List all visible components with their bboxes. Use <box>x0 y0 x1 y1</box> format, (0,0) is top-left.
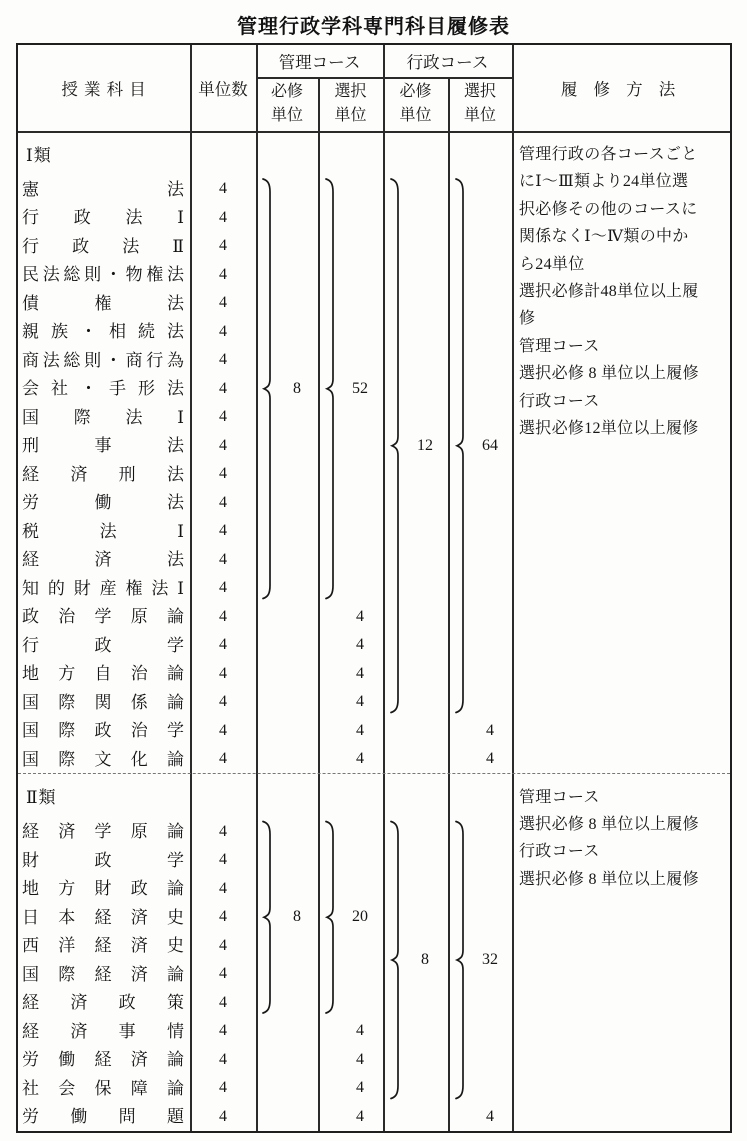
brace-value: 20 <box>352 908 368 926</box>
management-elective-value: 4 <box>356 1079 364 1097</box>
credits-cell: 4 <box>219 294 227 312</box>
credits-cell: 4 <box>219 579 227 597</box>
method-line: 管理コース <box>519 337 600 355</box>
administration-elective-value: 4 <box>486 721 494 739</box>
credits-cell: 4 <box>219 1022 227 1040</box>
administration-required-brace <box>391 822 398 1099</box>
management-elective-value: 4 <box>356 693 364 711</box>
subject-cell: 行政法Ⅰ <box>22 208 184 228</box>
subject-cell: 経済刑法 <box>22 464 184 484</box>
header-administration-elective-units: 選択単位 <box>463 83 496 124</box>
method-line: 選択必修 8 単位以上履修 <box>519 870 699 888</box>
brace-value: 8 <box>293 908 301 926</box>
management-elective-value: 4 <box>356 750 364 768</box>
subject-cell: 地方財政論 <box>22 879 184 899</box>
credits-cell: 4 <box>219 636 227 654</box>
administration-required-brace <box>391 179 398 713</box>
brace-value: 52 <box>352 379 368 397</box>
brace-value: 8 <box>421 951 429 968</box>
credits-cell: 4 <box>219 1079 227 1097</box>
subject-cell: 労働経済論 <box>22 1050 184 1070</box>
credits-cell: 4 <box>219 379 227 397</box>
subject-cell: 地方自治論 <box>22 664 184 684</box>
administration-elective-value: 4 <box>486 750 494 768</box>
management-elective-value: 4 <box>356 1050 364 1068</box>
subject-cell: 国際法Ⅰ <box>22 407 184 427</box>
method-line: 関係なくⅠ～Ⅳ類の中か <box>519 228 689 246</box>
credits-cell: 4 <box>219 721 227 739</box>
subject-cell: 商法総則・商行為 <box>22 350 184 370</box>
credits-cell: 4 <box>219 993 227 1011</box>
subject-cell: 社会保障論 <box>22 1078 184 1098</box>
method-line: にⅠ～Ⅲ類より24単位選 <box>519 173 689 191</box>
brace-value: 12 <box>417 436 433 454</box>
header-administration-course: 行政コース <box>406 53 489 72</box>
management-elective-value: 4 <box>356 721 364 739</box>
header-management-elective-units: 選択単位 <box>334 83 367 124</box>
method-line: 選択必修12単位以上履修 <box>519 420 699 437</box>
management-elective-value: 4 <box>356 607 364 625</box>
credits-cell: 4 <box>219 750 227 768</box>
header-method: 履 修 方 法 <box>560 80 682 99</box>
subject-cell: 知的財産権法Ⅰ <box>22 578 184 598</box>
subject-cell: 行政法Ⅱ <box>22 236 184 256</box>
credits-cell: 4 <box>219 351 227 369</box>
credits-cell: 4 <box>219 851 227 869</box>
brace-value: 8 <box>293 379 301 397</box>
method-line: 管理行政の各コースごと <box>519 146 698 163</box>
management-elective-value: 4 <box>356 1022 364 1040</box>
subject-cell: 政治学原論 <box>22 607 184 627</box>
subject-cell: 国際関係論 <box>22 692 184 712</box>
method-line: 行政コース <box>519 392 600 410</box>
management-required-brace <box>263 179 270 599</box>
header-credits: 単位数 <box>198 80 248 99</box>
grid-vline <box>383 45 385 1131</box>
subject-cell: 労働法 <box>22 493 184 513</box>
subject-cell: 財政学 <box>22 850 184 870</box>
credits-cell: 4 <box>219 465 227 483</box>
credits-cell: 4 <box>219 522 227 540</box>
administration-elective-value: 4 <box>486 1107 494 1125</box>
subject-cell: 民法総則・物権法 <box>22 265 184 285</box>
grid-vline <box>256 45 258 1131</box>
credits-cell: 4 <box>219 265 227 283</box>
administration-elective-brace <box>456 179 463 713</box>
administration-elective-brace <box>456 822 463 1099</box>
method-line: 選択必修 8 単位以上履修 <box>519 365 699 383</box>
subject-cell: 西洋経済史 <box>22 936 184 956</box>
credits-cell: 4 <box>219 879 227 897</box>
course-table <box>16 43 732 1133</box>
credits-cell: 4 <box>219 322 227 340</box>
subject-cell: 労働問題 <box>22 1107 184 1127</box>
section-label: Ⅱ類 <box>26 788 57 807</box>
subject-cell: 行政学 <box>22 635 184 655</box>
subject-cell: 憲法 <box>22 179 184 199</box>
credits-cell: 4 <box>219 408 227 426</box>
subject-cell: 経済学原論 <box>22 822 184 842</box>
subject-cell: 刑事法 <box>22 436 184 456</box>
page-title: 管理行政学科専門科目履修表 <box>237 14 510 38</box>
subject-cell: 経済法 <box>22 550 184 570</box>
grid-vline <box>190 45 192 1131</box>
subject-cell: 国際文化論 <box>22 749 184 769</box>
method-line: 管理コース <box>519 788 600 806</box>
management-elective-brace <box>326 822 333 1014</box>
credits-cell: 4 <box>219 180 227 198</box>
subject-cell: 日本経済史 <box>22 907 184 927</box>
credits-cell: 4 <box>219 693 227 711</box>
management-elective-value: 4 <box>356 636 364 654</box>
management-elective-value: 4 <box>356 664 364 682</box>
subject-cell: 会社・手形法 <box>22 379 184 399</box>
subject-cell: 税法Ⅰ <box>22 521 184 541</box>
subject-cell: 経済事情 <box>22 1021 184 1041</box>
credits-cell: 4 <box>219 936 227 954</box>
subject-cell: 経済政策 <box>22 993 184 1013</box>
credits-cell: 4 <box>219 550 227 568</box>
subject-cell: 国際経済論 <box>22 964 184 984</box>
method-line: 行政コース <box>519 843 600 861</box>
section-label: Ⅰ類 <box>26 145 52 165</box>
management-elective-brace <box>326 179 333 599</box>
brace-value: 64 <box>482 436 498 454</box>
credits-cell: 4 <box>219 908 227 926</box>
credits-cell: 4 <box>219 208 227 226</box>
credits-cell: 4 <box>219 1050 227 1068</box>
method-line: 選択必修計48単位以上履 <box>519 283 699 300</box>
method-line: ら24単位 <box>519 255 585 273</box>
grid-vline <box>318 77 320 1131</box>
management-required-brace <box>263 822 270 1014</box>
header-management-course: 管理コース <box>278 53 361 72</box>
credits-cell: 4 <box>219 1107 227 1125</box>
method-line: 修 <box>519 310 536 328</box>
header-administration-required-units: 必修単位 <box>399 83 432 124</box>
credits-cell: 4 <box>219 493 227 511</box>
method-line: 選択必修 8 単位以上履修 <box>519 815 699 833</box>
subject-cell: 親族・相続法 <box>22 322 184 342</box>
grid-vline <box>512 45 514 1131</box>
grid-hline <box>256 77 512 79</box>
credits-cell: 4 <box>219 822 227 840</box>
method-line: 択必修その他のコースに <box>519 200 698 218</box>
credits-cell: 4 <box>219 607 227 625</box>
management-elective-value: 4 <box>356 1107 364 1125</box>
credits-cell: 4 <box>219 436 227 454</box>
credits-cell: 4 <box>219 664 227 682</box>
subject-cell: 債権法 <box>22 293 184 313</box>
grid-vline <box>448 77 450 1131</box>
header-management-required-units: 必修単位 <box>270 83 303 124</box>
subject-cell: 国際政治学 <box>22 721 184 741</box>
header-subject: 授 業 科 目 <box>61 80 147 99</box>
credits-cell: 4 <box>219 965 227 983</box>
credits-cell: 4 <box>219 237 227 255</box>
brace-value: 32 <box>482 951 498 968</box>
